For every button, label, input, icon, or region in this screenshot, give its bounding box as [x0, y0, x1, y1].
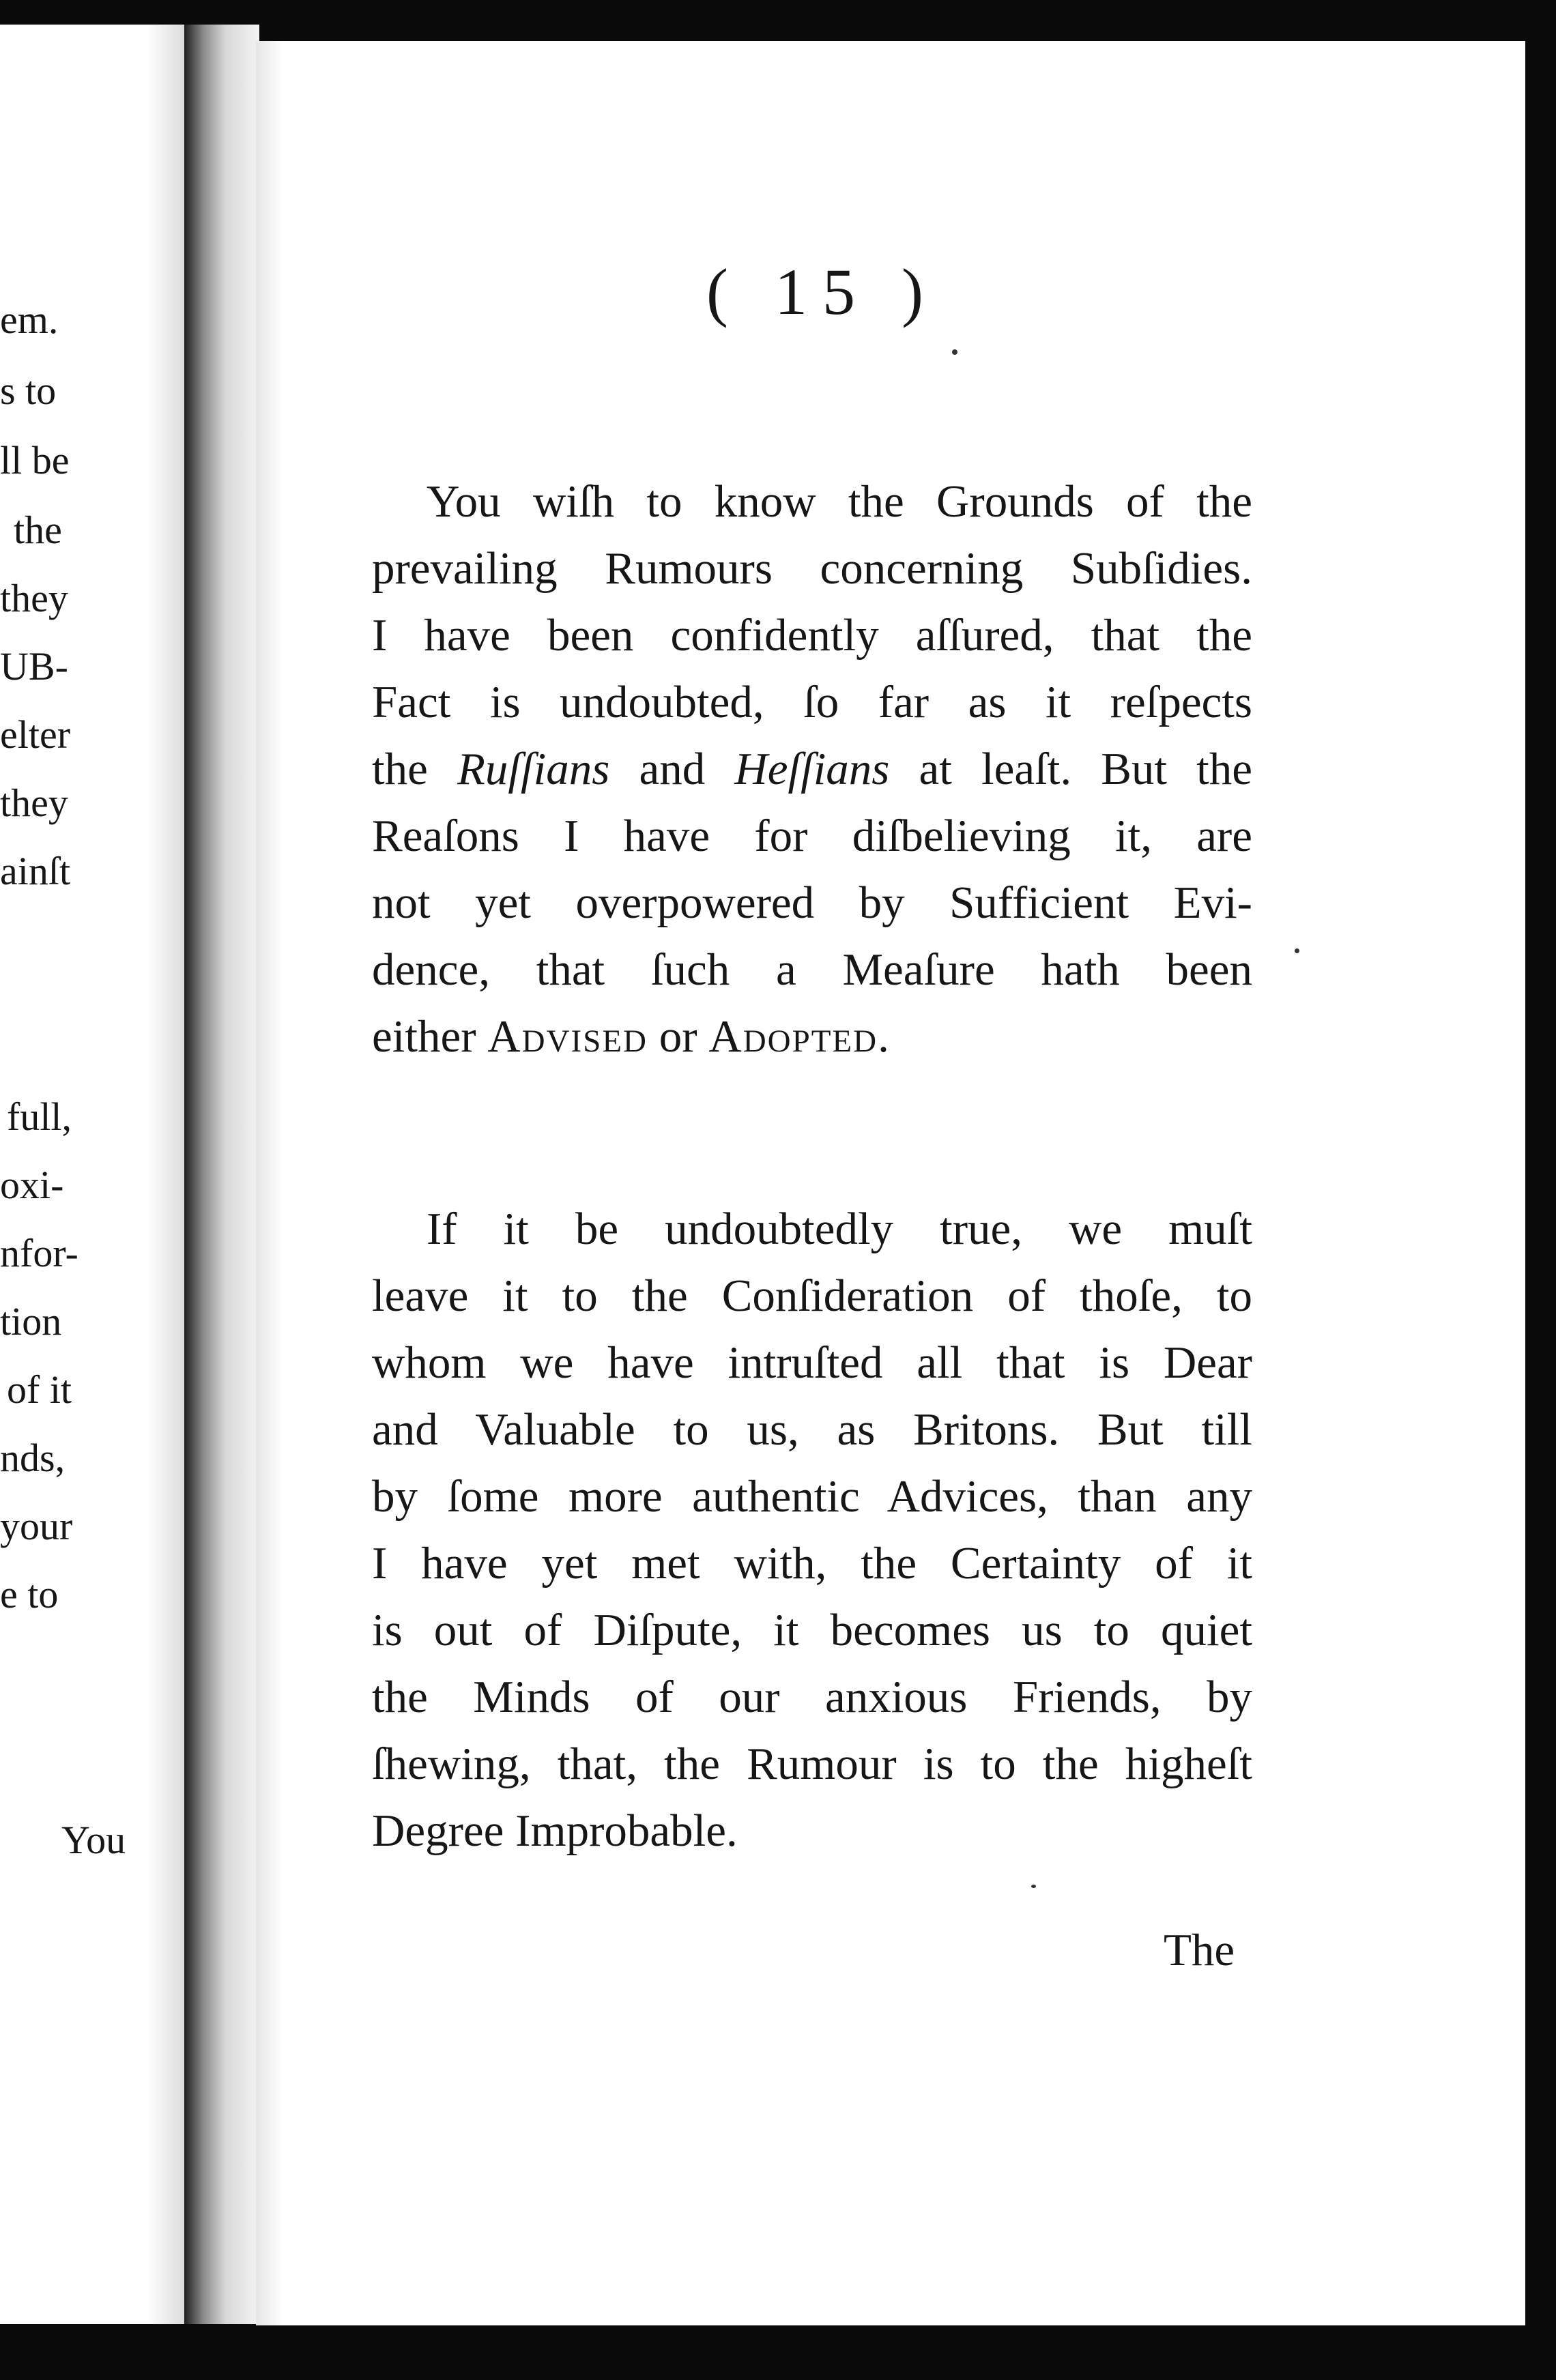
left-line: elter: [0, 712, 71, 757]
text-line: leave it to the Conſideration of thoſe, to: [372, 1271, 1252, 1321]
left-line: e to: [0, 1572, 59, 1616]
left-page-gutter-shade: [147, 25, 188, 2324]
page-number: ( 15 ): [706, 255, 938, 328]
left-line: they: [0, 781, 68, 825]
text-line: If it be undoubtedly true, we muſt: [427, 1204, 1252, 1254]
text-line: ſhewing, that, the Rumour is to the higheſt: [372, 1739, 1252, 1789]
text-line: I have been confidently aſſured, that the: [372, 610, 1252, 661]
smallcaps-word: Advised: [487, 1011, 648, 1062]
text-line: the Minds of our anxious Friends, by: [372, 1672, 1252, 1722]
text-line: [372, 1003, 1252, 1070]
ink-speck: [952, 349, 957, 355]
ink-speck: [1295, 948, 1299, 953]
text-run: at leaſt. But the: [889, 744, 1252, 794]
text-line: not yet overpowered by Sufficient Evi-: [372, 877, 1252, 928]
text-line: Fact is undoubted, ſo far as it reſpects: [372, 677, 1252, 727]
binding-gutter-shadow: [184, 25, 259, 2324]
text-line: by ſome more authentic Advices, than any: [372, 1471, 1252, 1522]
text-line: and Valuable to us, as Britons. But till: [372, 1404, 1252, 1455]
left-line: the: [14, 508, 62, 552]
left-facing-page: [0, 25, 188, 2324]
main-page: [256, 41, 1525, 2327]
left-line: em.: [0, 298, 59, 342]
text-line: is out of Diſpute, it becomes us to quiet: [372, 1605, 1252, 1655]
italic-name: Heſſians: [734, 744, 890, 794]
catchword: The: [1164, 1925, 1235, 1975]
text-line: [372, 736, 1252, 802]
text-line: dence, that ſuch a Meaſure hath been: [372, 944, 1252, 995]
left-catchword: You: [61, 1818, 126, 1862]
text-line: prevailing Rumours concerning Subſidies.: [372, 543, 1252, 594]
left-line: they: [0, 576, 68, 620]
left-line: s to: [0, 368, 57, 413]
page-inner-shade: [256, 41, 283, 2327]
left-line: UB-: [0, 644, 68, 688]
left-line: oxi-: [0, 1163, 64, 1207]
text-line: You wiſh to know the Grounds of the: [427, 476, 1252, 527]
paragraph-2: [372, 1195, 1252, 1864]
text-run: the: [372, 744, 457, 794]
left-line: your: [0, 1504, 73, 1548]
text-line: whom we have intruſted all that is Dear: [372, 1337, 1252, 1388]
paragraph-1: [372, 468, 1252, 1070]
text-run: .: [878, 1011, 889, 1062]
left-line: of it: [7, 1367, 72, 1412]
text-line: Degree Improbable.: [372, 1805, 738, 1856]
ink-speck: [1031, 1885, 1036, 1888]
text-run: or: [648, 1011, 709, 1062]
left-line: tion: [0, 1299, 62, 1344]
scan-bottom-edge: [0, 2325, 1556, 2380]
left-line: full,: [7, 1094, 72, 1139]
left-line: ainſt: [0, 849, 71, 893]
smallcaps-word: Adopted: [708, 1011, 878, 1062]
italic-name: Ruſſians: [457, 744, 610, 794]
text-line: I have yet met with, the Certainty of it: [372, 1538, 1252, 1588]
text-run: and: [609, 744, 735, 794]
text-line: Reaſons I have for diſbelieving it, are: [372, 811, 1252, 861]
text-run: either: [372, 1011, 488, 1062]
left-line: nds,: [0, 1436, 66, 1480]
left-line: nfor-: [0, 1231, 78, 1275]
left-line: ll be: [0, 438, 70, 482]
